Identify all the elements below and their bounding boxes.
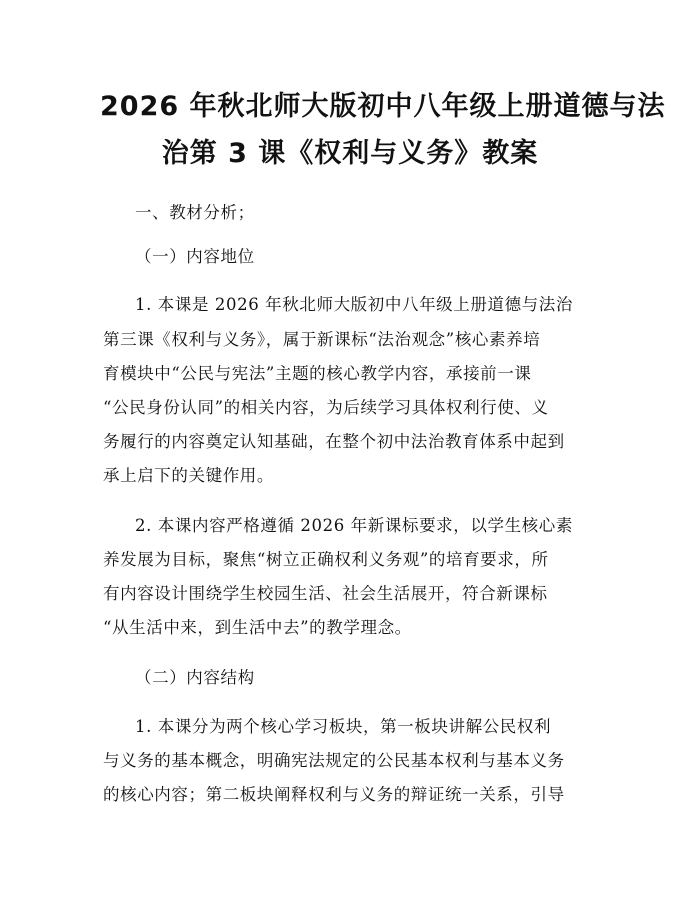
paragraph-1-line: 1. 本课是 2026 年秋北师大版初中八年级上册道德与法治: [135, 295, 573, 314]
document-title-line-1: 2026 年秋北师大版初中八年级上册道德与法: [100, 91, 666, 122]
paragraph-3-line: 与义务的基本概念，明确宪法规定的公民基本权利与基本义务: [103, 751, 565, 770]
paragraph-2-line: “从生活中来，到生活中去”的教学理念。: [103, 618, 412, 637]
paragraph-1-line: 承上启下的关键作用。: [103, 466, 274, 485]
subsection-heading-content-structure: （二）内容结构: [135, 668, 255, 687]
paragraph-3-line: 1. 本课分为两个核心学习板块，第一板块讲解公民权利: [135, 717, 552, 736]
paragraph-1-line: 第三课《权利与义务》，属于新课标“法治观念”核心素养培: [103, 330, 541, 349]
paragraph-2-line: 养发展为目标，聚焦“树立正确权利义务观”的培育要求，所: [103, 550, 549, 569]
paragraph-1-line: 育模块中“公民与宪法”主题的核心教学内容，承接前一课: [103, 364, 532, 383]
paragraph-2-line: 有内容设计围绕学生校园生活、社会生活展开，符合新课标: [103, 584, 548, 603]
document-title-line-2: 治第 3 课《权利与义务》教案: [161, 138, 539, 169]
section-heading-textbook-analysis: 一、教材分析；: [135, 203, 255, 222]
subsection-heading-content-position: （一）内容地位: [135, 247, 255, 266]
paragraph-1-line: 务履行的内容奠定认知基础，在整个初中法治教育体系中起到: [103, 432, 565, 451]
paragraph-2-line: 2. 本课内容严格遵循 2026 年新课标要求，以学生核心素: [135, 516, 573, 535]
paragraph-1-line: “公民身份认同”的相关内容，为后续学习具体权利行使、义: [103, 398, 549, 417]
paragraph-3-line: 的核心内容；第二板块阐释权利与义务的辩证统一关系，引导: [103, 785, 565, 804]
